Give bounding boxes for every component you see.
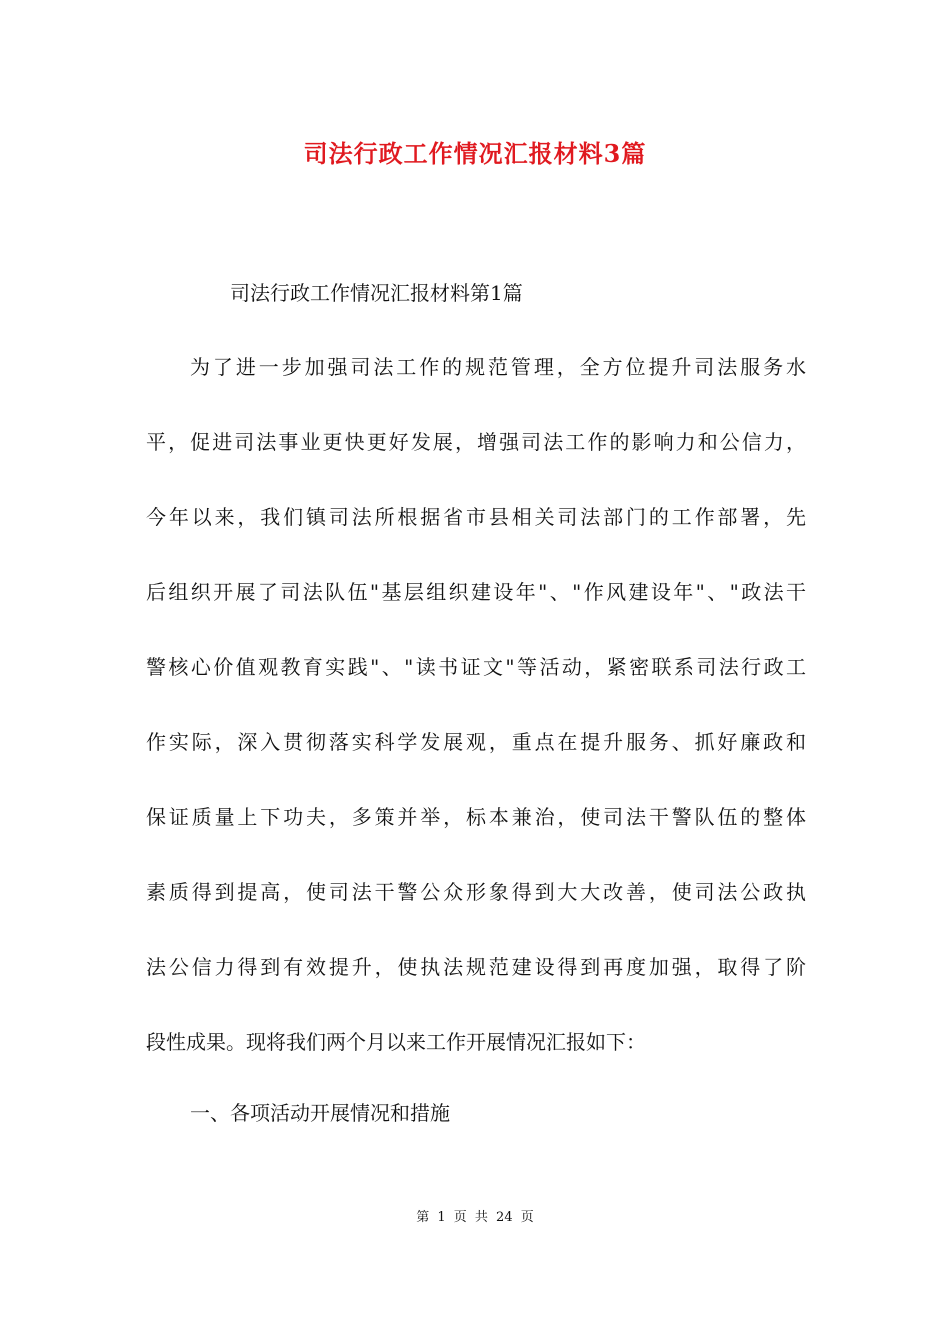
paragraph-line: 法公信力得到有效提升，使执法规范建设得到再度加强，取得了阶 <box>146 955 806 979</box>
page-footer: 第 1 页 共 24 页 <box>416 1210 534 1225</box>
paragraph-line: 平，促进司法事业更快更好发展，增强司法工作的影响力和公信力， <box>146 430 806 454</box>
paragraph-line: 段性成果。现将我们两个月以来工作开展情况汇报如下： <box>146 1030 646 1054</box>
paragraph-line: 今年以来，我们镇司法所根据省市县相关司法部门的工作部署，先 <box>146 505 806 529</box>
paragraph-line: 作实际，深入贯彻落实科学发展观，重点在提升服务、抓好廉政和 <box>146 730 806 754</box>
document-subtitle: 司法行政工作情况汇报材料第1篇 <box>230 281 523 305</box>
paragraph-line: 为了进一步加强司法工作的规范管理，全方位提升司法服务水 <box>190 355 806 379</box>
document-title: 司法行政工作情况汇报材料3篇 <box>303 139 647 168</box>
paragraph-line: 保证质量上下功夫，多策并举，标本兼治，使司法干警队伍的整体 <box>146 805 806 829</box>
section-heading: 一、各项活动开展情况和措施 <box>190 1101 450 1125</box>
paragraph-line: 后组织开展了司法队伍"基层组织建设年"、"作风建设年"、"政法干 <box>146 580 806 604</box>
paragraph-line: 素质得到提高，使司法干警公众形象得到大大改善，使司法公政执 <box>146 880 806 904</box>
paragraph-line: 警核心价值观教育实践"、"读书证文"等活动，紧密联系司法行政工 <box>146 655 806 679</box>
